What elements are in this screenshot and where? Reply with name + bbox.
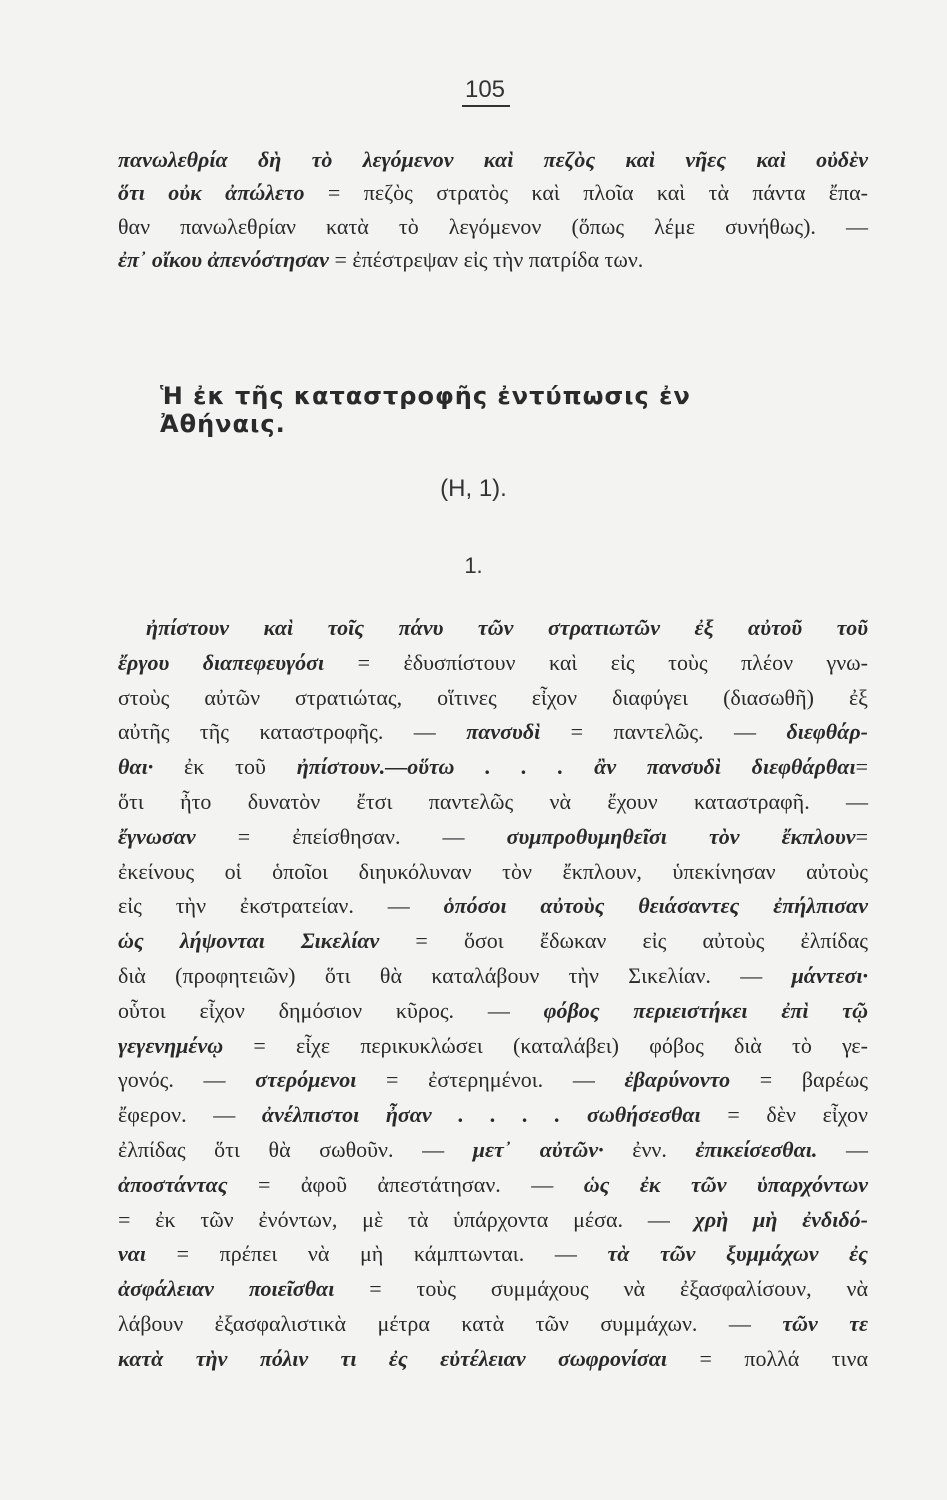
lemma-text: ὡς λήψονται Σικελίαν — [118, 928, 380, 954]
gloss-text: = εἶχε περικυκλώσει (καταλάβει) φόβος διὰ τὸ γε- — [223, 1032, 868, 1058]
gloss-text: = ἐπέστρεψαν εἰς τὴν πατρίδα των. — [328, 246, 644, 272]
gloss-text: ἔφερον. — — [118, 1102, 262, 1128]
gloss-text: διὰ (προφητειῶν) ὅτι θὰ καταλάβουν τὴν Σικελίαν. — — [118, 962, 792, 988]
lemma-text: θαι· — [118, 754, 154, 780]
gloss-text: αὐτῆς τῆς καταστροφῆς. — — [118, 719, 467, 745]
text-line — [118, 1029, 868, 1064]
paragraph-number: 1. — [464, 553, 483, 578]
gloss-text: στοὺς αὐτῶν στρατιώτας, οἵτινες εἶχον διαφύγει (διασωθῆ) ἐξ — [118, 684, 868, 710]
gloss-text: = ἐπείσθησαν. — — [195, 823, 507, 849]
page-number: 105 — [464, 76, 506, 103]
lemma-text: συμπροθυμηθεῖσι τὸν ἔκπλουν — [506, 823, 856, 849]
gloss-text: γονός. — — [118, 1067, 256, 1093]
lemma-text: χρὴ μὴ ἐνδιδό- — [694, 1206, 868, 1232]
lemma-text: φόβος περιειστήκει ἐπὶ τῷ — [543, 997, 868, 1023]
text-line — [118, 243, 868, 276]
lemma-text: ἠπίστουν καὶ τοῖς πάνυ τῶν στρατιωτῶν ἐξ αὐτοῦ τοῦ — [146, 615, 868, 640]
gloss-text: ἐλπίδας ὅτι θὰ σωθοῦν. — — [118, 1136, 473, 1162]
gloss-text: = πρέπει νὰ μὴ κάμπτωνται. — — [146, 1241, 608, 1267]
lemma-text: πανωλεθρία δὴ τὸ λεγόμενον καὶ πεζὸς καὶ νῆες καὶ οὐδὲν — [118, 147, 868, 172]
lemma-text: ἠπίστουν.—οὕτω . . . ἂν πανσυδὶ διεφθάρθαι — [296, 754, 856, 780]
lemma-text: ἐβαρύνοντο — [624, 1067, 731, 1093]
text-line — [118, 959, 868, 994]
lemma-text: ὅτι οὐκ ἀπώλετο — [118, 180, 305, 206]
text-line — [118, 1168, 868, 1203]
text-line — [118, 1342, 868, 1377]
gloss-text: λάβουν ἐξασφαλιστικὰ μέτρα κατὰ τῶν συμμάχων. — — [118, 1310, 783, 1336]
lemma-text: τὰ τῶν ξυμμάχων ἐς — [607, 1241, 868, 1267]
lemma-text: ἐπ᾽ οἴκου ἀπενόστησαν — [118, 246, 329, 272]
gloss-text: = — [855, 823, 868, 849]
lemma-text: κατὰ τὴν πόλιν τι ἐς εὐτέλειαν σωφρονίσαι — [118, 1345, 668, 1371]
lemma-text: ὡς ἐκ τῶν ὑπαρχόντων — [583, 1171, 868, 1197]
gloss-text: = τοὺς συμμάχους νὰ ἐξασφαλίσουν, νὰ — [334, 1276, 868, 1302]
lemma-text: ναι — [118, 1241, 147, 1267]
text-line — [118, 889, 868, 924]
lemma-text: ὁπόσοι αὐτοὺς θειάσαντες ἐπήλπισαν — [443, 893, 868, 919]
text-line — [118, 210, 868, 243]
gloss-text: = ἐκ τῶν ἐνόντων, μὲ τὰ ὑπάρχοντα μέσα. — — [118, 1206, 695, 1232]
gloss-text: = πεζὸς στρατὸς καὶ πλοῖα καὶ τὰ πάντα ἔπα- — [304, 180, 868, 206]
lemma-text: μετ᾽ αὐτῶν· — [472, 1136, 604, 1162]
lemma-text: στερόμενοι — [255, 1067, 357, 1093]
gloss-text: = βαρέως — [730, 1067, 868, 1093]
text-line — [118, 176, 868, 209]
gloss-text: θαν πανωλεθρίαν κατὰ τὸ λεγόμενον (ὅπως λέμε συνήθως). — — [118, 213, 868, 239]
text-line — [118, 1133, 868, 1168]
lemma-text: ἔργου διαπεφευγόσι — [118, 649, 325, 675]
text-line — [118, 646, 868, 681]
lemma-text: ἀσφάλειαν ποιεῖσθαι — [118, 1276, 335, 1302]
lemma-text: ἀποστάντας — [118, 1171, 228, 1197]
text-line — [118, 994, 868, 1029]
gloss-text: εἰς τὴν ἐκστρατείαν. — — [118, 893, 444, 919]
section-reference: (Η, 1). — [440, 475, 507, 502]
gloss-text: ἐνν. — [603, 1136, 696, 1162]
gloss-text: = ὅσοι ἔδωκαν εἰς αὐτοὺς ἐλπίδας — [379, 928, 869, 954]
text-line — [118, 924, 868, 959]
text-line — [118, 1307, 868, 1342]
text-line — [118, 611, 868, 646]
gloss-text: = παντελῶς. — — [540, 719, 787, 745]
text-line — [118, 820, 868, 855]
lemma-text: διεφθάρ- — [786, 719, 868, 745]
text-line — [118, 1237, 868, 1272]
gloss-text: = ἐστερημένοι. — — [356, 1067, 625, 1093]
lemma-text: τῶν τε — [782, 1310, 868, 1336]
lemma-text: ἐπικείσεσθαι. — [695, 1136, 818, 1162]
gloss-body — [118, 611, 868, 1377]
gloss-text: = ἐδυσπίστουν καὶ εἰς τοὺς πλέον γνω- — [324, 649, 868, 675]
lemma-text: γεγενημένῳ — [118, 1032, 224, 1058]
text-line — [118, 750, 868, 785]
lemma-text: ἔγνωσαν — [118, 823, 196, 849]
text-line — [118, 1098, 868, 1133]
gloss-text: ἐκείνους οἱ ὁποῖοι διηυκόλυναν τὸν ἔκπλουν, ὑπεκίνησαν αὐτοὺς — [118, 858, 868, 884]
lemma-text: μάντεσι· — [791, 962, 868, 988]
text-line — [118, 681, 868, 716]
gloss-text: = — [855, 754, 869, 780]
gloss-text: ἐκ τοῦ — [153, 754, 297, 780]
gloss-text: = πολλά τινα — [667, 1345, 868, 1371]
gloss-text: — — [817, 1136, 869, 1162]
page-number-rule — [462, 105, 510, 107]
gloss-text: οὗτοι εἶχον δημόσιον κῦρος. — — [118, 997, 544, 1023]
text-line — [118, 1203, 868, 1238]
text-line — [118, 143, 868, 176]
lemma-text: ἀνέλπιστοι ἦσαν . . . . σωθήσεσθαι — [261, 1102, 701, 1128]
text-line — [118, 715, 868, 750]
text-line — [118, 855, 868, 890]
text-line — [118, 1272, 868, 1307]
gloss-text: = δὲν εἶχον — [700, 1102, 868, 1128]
gloss-text: ὅτι ἦτο δυνατὸν ἔτσι παντελῶς νὰ ἔχουν καταστραφῆ. — — [118, 788, 868, 814]
text-line — [118, 785, 868, 820]
gloss-continuation — [118, 143, 868, 276]
lemma-text: πανσυδὶ — [466, 719, 541, 745]
text-line — [118, 1063, 868, 1098]
section-heading: Ἡ ἐκ τῆς καταστροφῆς ἐντύπωσις ἐν Ἀθήναις. — [160, 382, 691, 438]
gloss-text: = ἀφοῦ ἀπεστάτησαν. — — [227, 1171, 584, 1197]
